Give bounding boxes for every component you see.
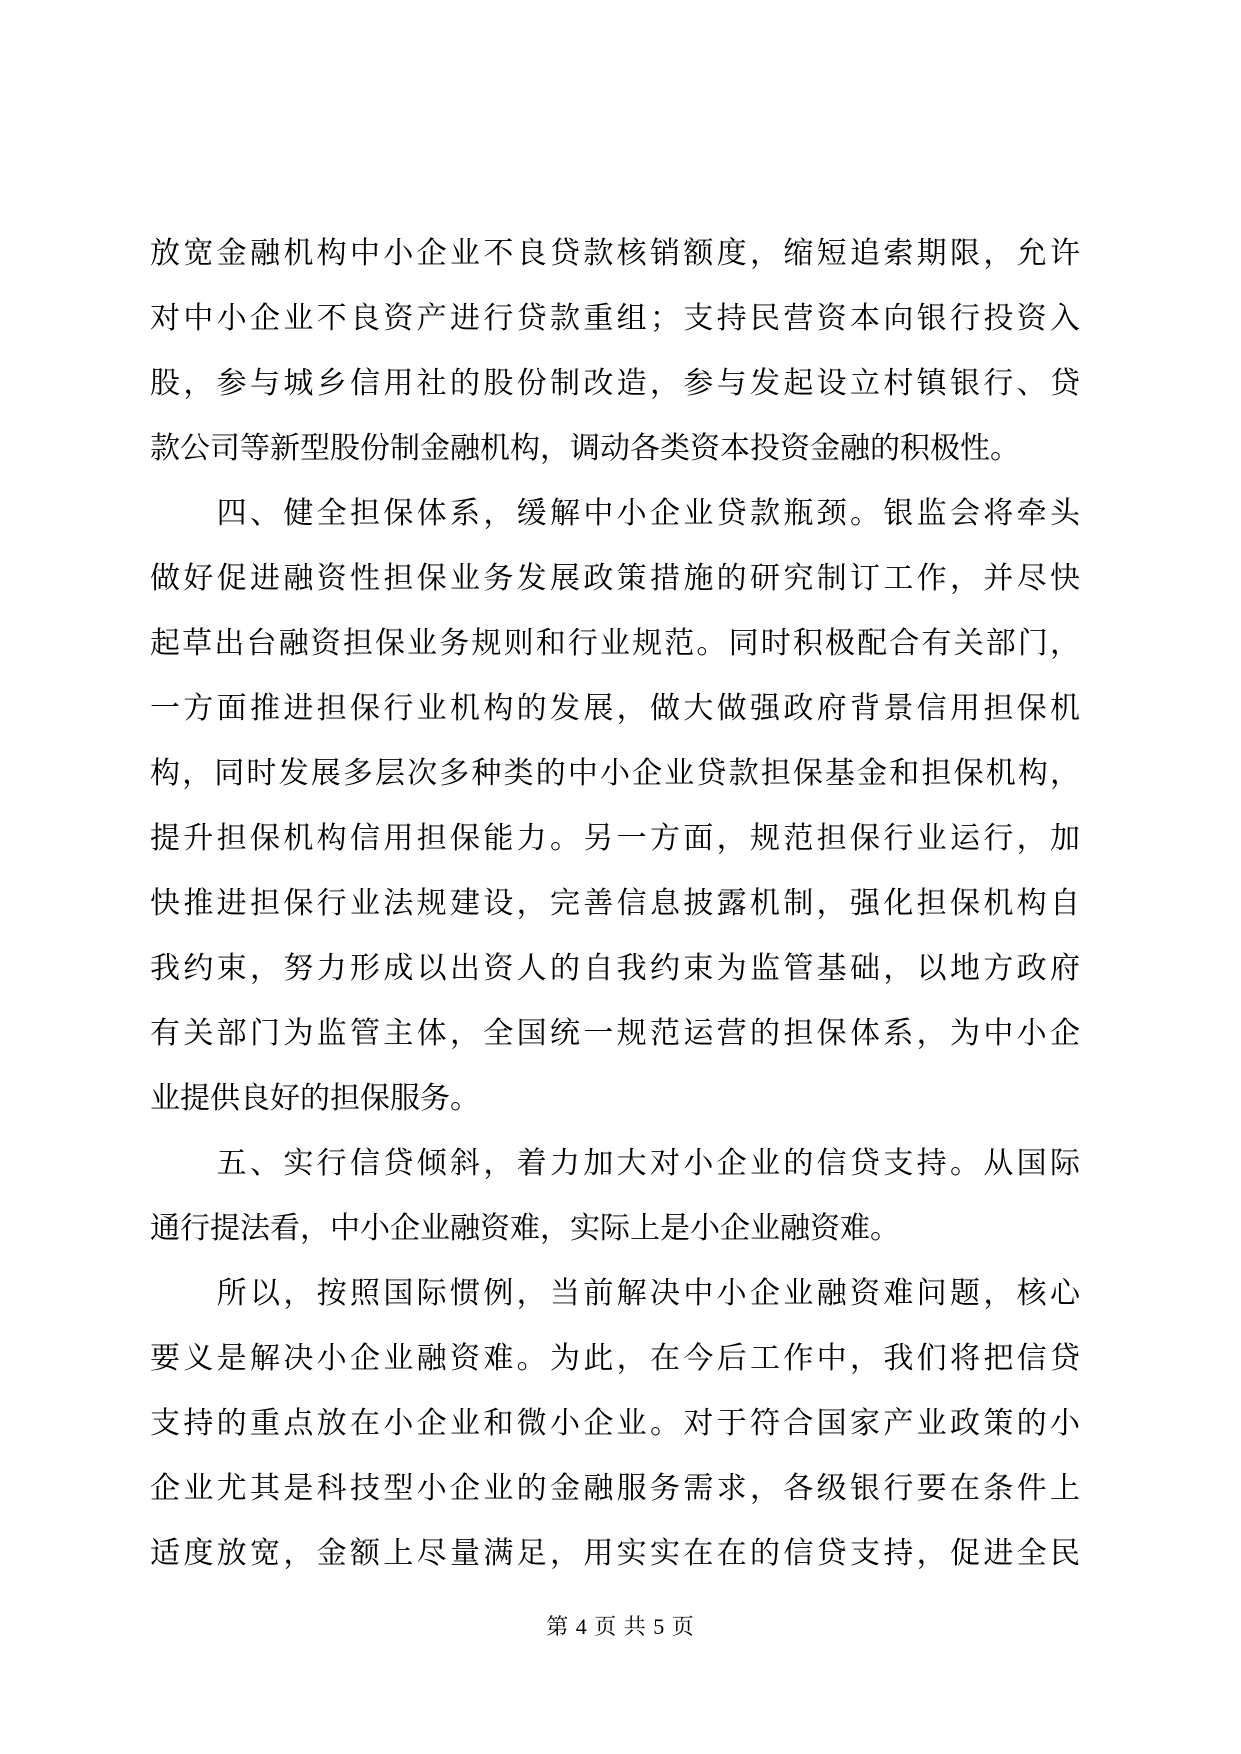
page-number-footer: 第 4 页 共 5 页 — [546, 1614, 695, 1639]
text-line: 要义是解决小企业融资难。为此，在今后工作中，我们将把信贷 — [150, 1341, 1080, 1376]
text-line: 企业尤其是科技型小企业的金融服务需求，各级银行要在条件上 — [150, 1471, 1080, 1506]
text-line: 业提供良好的担保服务。 — [150, 1081, 480, 1116]
text-line: 构，同时发展多层次多种类的中小企业贷款担保基金和担保机构， — [150, 756, 1080, 791]
text-line: 通行提法看，中小企业融资难，实际上是小企业融资难。 — [150, 1211, 900, 1246]
text-line: 起草出台融资担保业务规则和行业规范。同时积极配合有关部门， — [150, 626, 1080, 661]
text-line: 所以，按照国际惯例，当前解决中小企业融资难问题，核心 — [150, 1276, 1080, 1311]
text-line: 快推进担保行业法规建设，完善信息披露机制，强化担保机构自 — [150, 886, 1080, 921]
text-line: 款公司等新型股份制金融机构，调动各类资本投资金融的积极性。 — [150, 431, 1020, 466]
text-line: 对中小企业不良资产进行贷款重组；支持民营资本向银行投资入 — [150, 301, 1080, 336]
text-line: 五、实行信贷倾斜，着力加大对小企业的信贷支持。从国际 — [150, 1146, 1080, 1181]
text-line: 我约束，努力形成以出资人的自我约束为监管基础，以地方政府 — [150, 951, 1080, 986]
text-line: 四、健全担保体系，缓解中小企业贷款瓶颈。银监会将牵头 — [150, 496, 1080, 531]
paragraph-section-five — [150, 1142, 1080, 1272]
text-line: 有关部门为监管主体，全国统一规范运营的担保体系，为中小企 — [150, 1016, 1080, 1051]
text-line: 股，参与城乡信用社的股份制改造，参与发起设立村镇银行、贷 — [150, 366, 1080, 401]
text-line: 一方面推进担保行业机构的发展，做大做强政府背景信用担保机 — [150, 691, 1080, 726]
paragraph-therefore — [150, 1272, 1080, 1597]
paragraph-continuation — [150, 232, 1080, 492]
text-line: 支持的重点放在小企业和微小企业。对于符合国家产业政策的小 — [150, 1406, 1080, 1441]
text-line: 适度放宽，金额上尽量满足，用实实在在的信贷支持，促进全民 — [150, 1536, 1080, 1571]
text-line: 做好促进融资性担保业务发展政策措施的研究制订工作，并尽快 — [150, 561, 1080, 596]
document-body — [150, 232, 1080, 1597]
paragraph-section-four — [150, 492, 1080, 1142]
text-line: 提升担保机构信用担保能力。另一方面，规范担保行业运行，加 — [150, 821, 1080, 856]
text-line: 放宽金融机构中小企业不良贷款核销额度，缩短追索期限，允许 — [150, 236, 1080, 271]
